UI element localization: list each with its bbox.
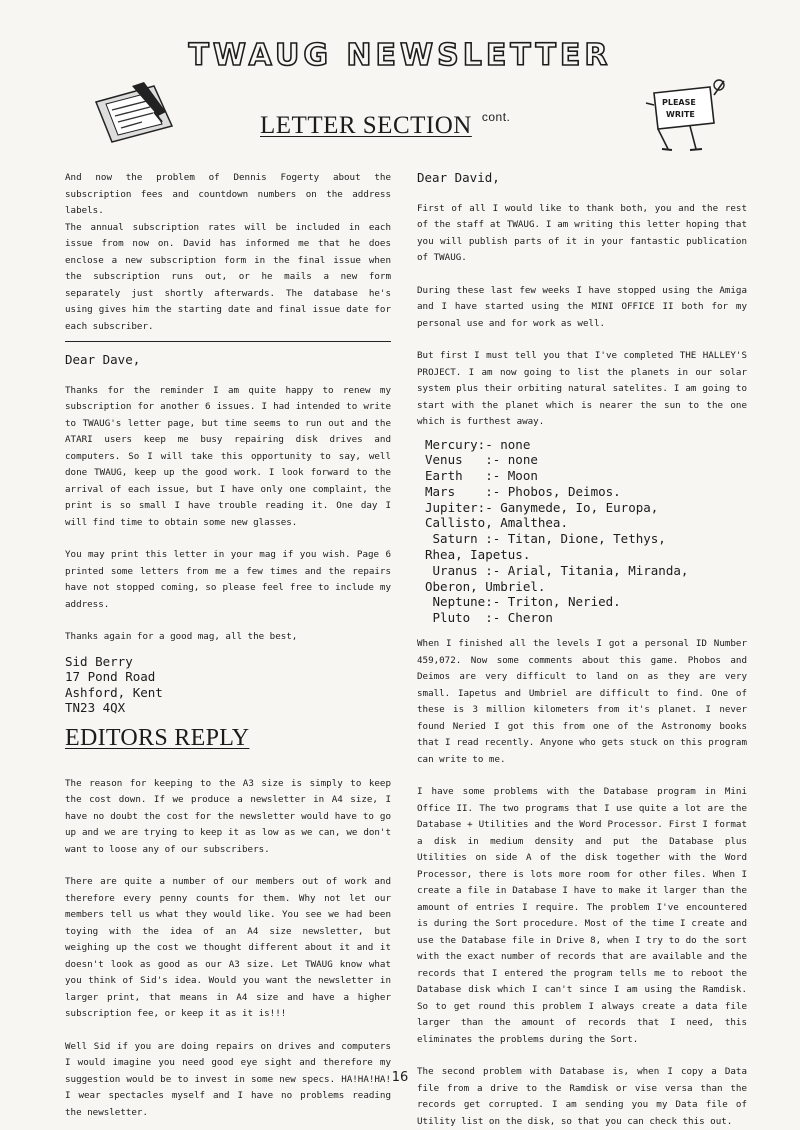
address-line: Ashford, Kent xyxy=(65,684,163,700)
reply-paragraph-1: The reason for keeping to the A3 size is simply to keep the cost down. If we produce a newsletter in A4 size, I have no doubt the cost for the newsletter would have to go up and we are trying to keep it as low as we can, we don't want to loose any of our subscribers. xyxy=(65,777,391,855)
please-sign-line1: PLEASE xyxy=(662,98,696,107)
intro-paragraph: And now the problem of Dennis Fogerty about the subscription fees and countdown numbers on the address labels. xyxy=(65,172,391,216)
left-column xyxy=(65,170,391,1121)
planet-entry: Rhea, Iapetus. xyxy=(425,547,531,563)
planet-entry: Oberon, Umbriel. xyxy=(425,578,546,594)
newsletter-masthead: TWAUG NEWSLETTER xyxy=(188,38,612,73)
planet-entry: Earth :- Moon xyxy=(425,468,538,484)
planet-entry: Venus :- none xyxy=(425,452,538,468)
please-sign-line2: WRITE xyxy=(666,110,695,119)
letter2-paragraph-1: First of all I would like to thank both, you and the rest of the staff at TWAUG. I am writing this letter hoping that you will publish parts of it in your fantastic publication of TWAUG. xyxy=(417,202,747,263)
letter1-signoff: Thanks again for a good mag, all the best, xyxy=(65,631,298,642)
address-line: Sid Berry xyxy=(65,653,133,669)
letter1-paragraph-1: Thanks for the reminder I am quite happy to renew my subscription for another 6 issues. I had intended to write to TWAUG's letter page, but time seems to run out and the ATARI users keep me busy repairing disk drives and computers. So I will take this opportunity to say, well done TWAUG, keep up the good work. I look forward to the arrival of each issue, but I have only one complaint, the print is so small I have trouble reading it. One day I will find time to obtain some new glasses. xyxy=(65,384,391,528)
planet-entry: Jupiter:- Ganymede, Io, Europa, xyxy=(425,499,659,515)
address-line: 17 Pond Road xyxy=(65,669,156,684)
letter2-paragraph-4: When I finished all the levels I got a personal ID Number 459,072. Now some comments about this game. Phobos and Deimos are very difficult to land on as they are very small. Iapetus and Umbriel are difficult to find. One of these is 3 million kilometers from it's planet. I never found Neried I got this from one of the Astronomy books that I read recently. Anyone who gets stuck on this program can write to me. xyxy=(417,638,747,765)
letter1-paragraph-2: You may print this letter in your mag if you wish. Page 6 printed some letters from me a few times and the repairs have not stopped coming, so please feel free to include my address. xyxy=(65,549,391,610)
editors-reply-heading: EDITORS REPLY xyxy=(65,724,250,751)
section-divider xyxy=(65,341,391,342)
planet-entry: Callisto, Amalthea. xyxy=(425,515,568,531)
reply-paragraph-3: Well Sid if you are doing repairs on drives and computers I would imagine you need good eye sight and therefore my suggestion would be to invest in some new specs. HA!HA!HA! I wear spectacles myself and I have no problems reading the newsletter. xyxy=(65,1040,391,1118)
letter1-greeting: Dear Dave, xyxy=(65,352,141,367)
section-continued-label: cont. xyxy=(481,110,511,124)
planet-entry: Saturn :- Titan, Dione, Tethys, xyxy=(425,531,666,547)
letter-writing-clipart xyxy=(92,82,174,144)
address-line: TN23 4QX xyxy=(65,700,126,715)
letter2-paragraph-3: But first I must tell you that I've completed THE HALLEY'S PROJECT. I am now going to list the planets in our solar system plus their orbiting natural satelites. I am going to start with the planet which is nearer the sun to the one which is furthest away. xyxy=(417,350,747,427)
letter2-paragraph-5: I have some problems with the Database program in Mini Office II. The two programs that I use quite a lot are the Database + Utilities and the Word Processor. First I format a disk in medium density and put the Database plus Utilities on side A of the disk together with the Word Processor, there is lots more room for other files. When I create a file in Database I have to make it larger than the amount of entries I require. The problem I've encountered is during the Sort procedure. Most of the time I create and use the Database file in Drive 8, when I try to do the sort with the exact number of records that are available and the records that I entered the program tells me to reboot the Database disk which I can't since I am using the Ramdisk. So to get round this problem I always create a data file larger than the amount of records that I need, this eliminates the problems during the Sort. xyxy=(417,786,747,1045)
planet-entry: Pluto :- Cheron xyxy=(425,610,553,626)
letter-section-heading xyxy=(260,112,510,140)
planet-entry: Neptune:- Triton, Neried. xyxy=(425,594,621,610)
letter2-paragraph-6: The second problem with Database is, when I copy a Data file from a drive to the Ramdisk or vise versa than the records get corrupted. I am sending you my Data file of Utility list on the disk, so that you can check this out. xyxy=(417,1066,747,1127)
letter2-paragraph-2: During these last few weeks I have stopped using the Amiga and I have started using the MINI OFFICE II both for my personal use and for work as well. xyxy=(417,284,747,329)
planet-entry: Mars :- Phobos, Deimos. xyxy=(425,483,621,499)
planet-entry: Mercury:- none xyxy=(425,436,531,452)
please-write-clipart xyxy=(640,75,732,155)
planet-list xyxy=(425,437,747,627)
planet-entry: Uranus :- Arial, Titania, Miranda, xyxy=(425,562,689,578)
reply-paragraph-2: There are quite a number of our members out of work and therefore every penny counts for them. Why not let our members tell us what they would like. You see we had been toying with the idea of an A4 size newsletter, but weighing up the cost we thought different about it and it doesn't look as good as our A3 size. Let TWAUG know what you think of Sid's idea. Would you want the newsletter in larger print, that means in A4 size and have a higher subscription fee, or keep it as it is!!! xyxy=(65,876,391,1019)
right-column xyxy=(417,170,747,1130)
sender-address xyxy=(65,654,391,716)
intro-paragraph-2: The annual subscription rates will be included in each issue from now on. David has informed me that he does enclose a new subscription form in the final issue when the subscription runs out, or he mails a new form separately just shortly afterwards. The database he's using gives him the starting date and final issue date for each subscriber. xyxy=(65,221,391,332)
letter2-greeting: Dear David, xyxy=(417,170,500,185)
section-title-text: LETTER SECTION xyxy=(260,112,472,139)
page-number: 16 xyxy=(391,1070,409,1085)
